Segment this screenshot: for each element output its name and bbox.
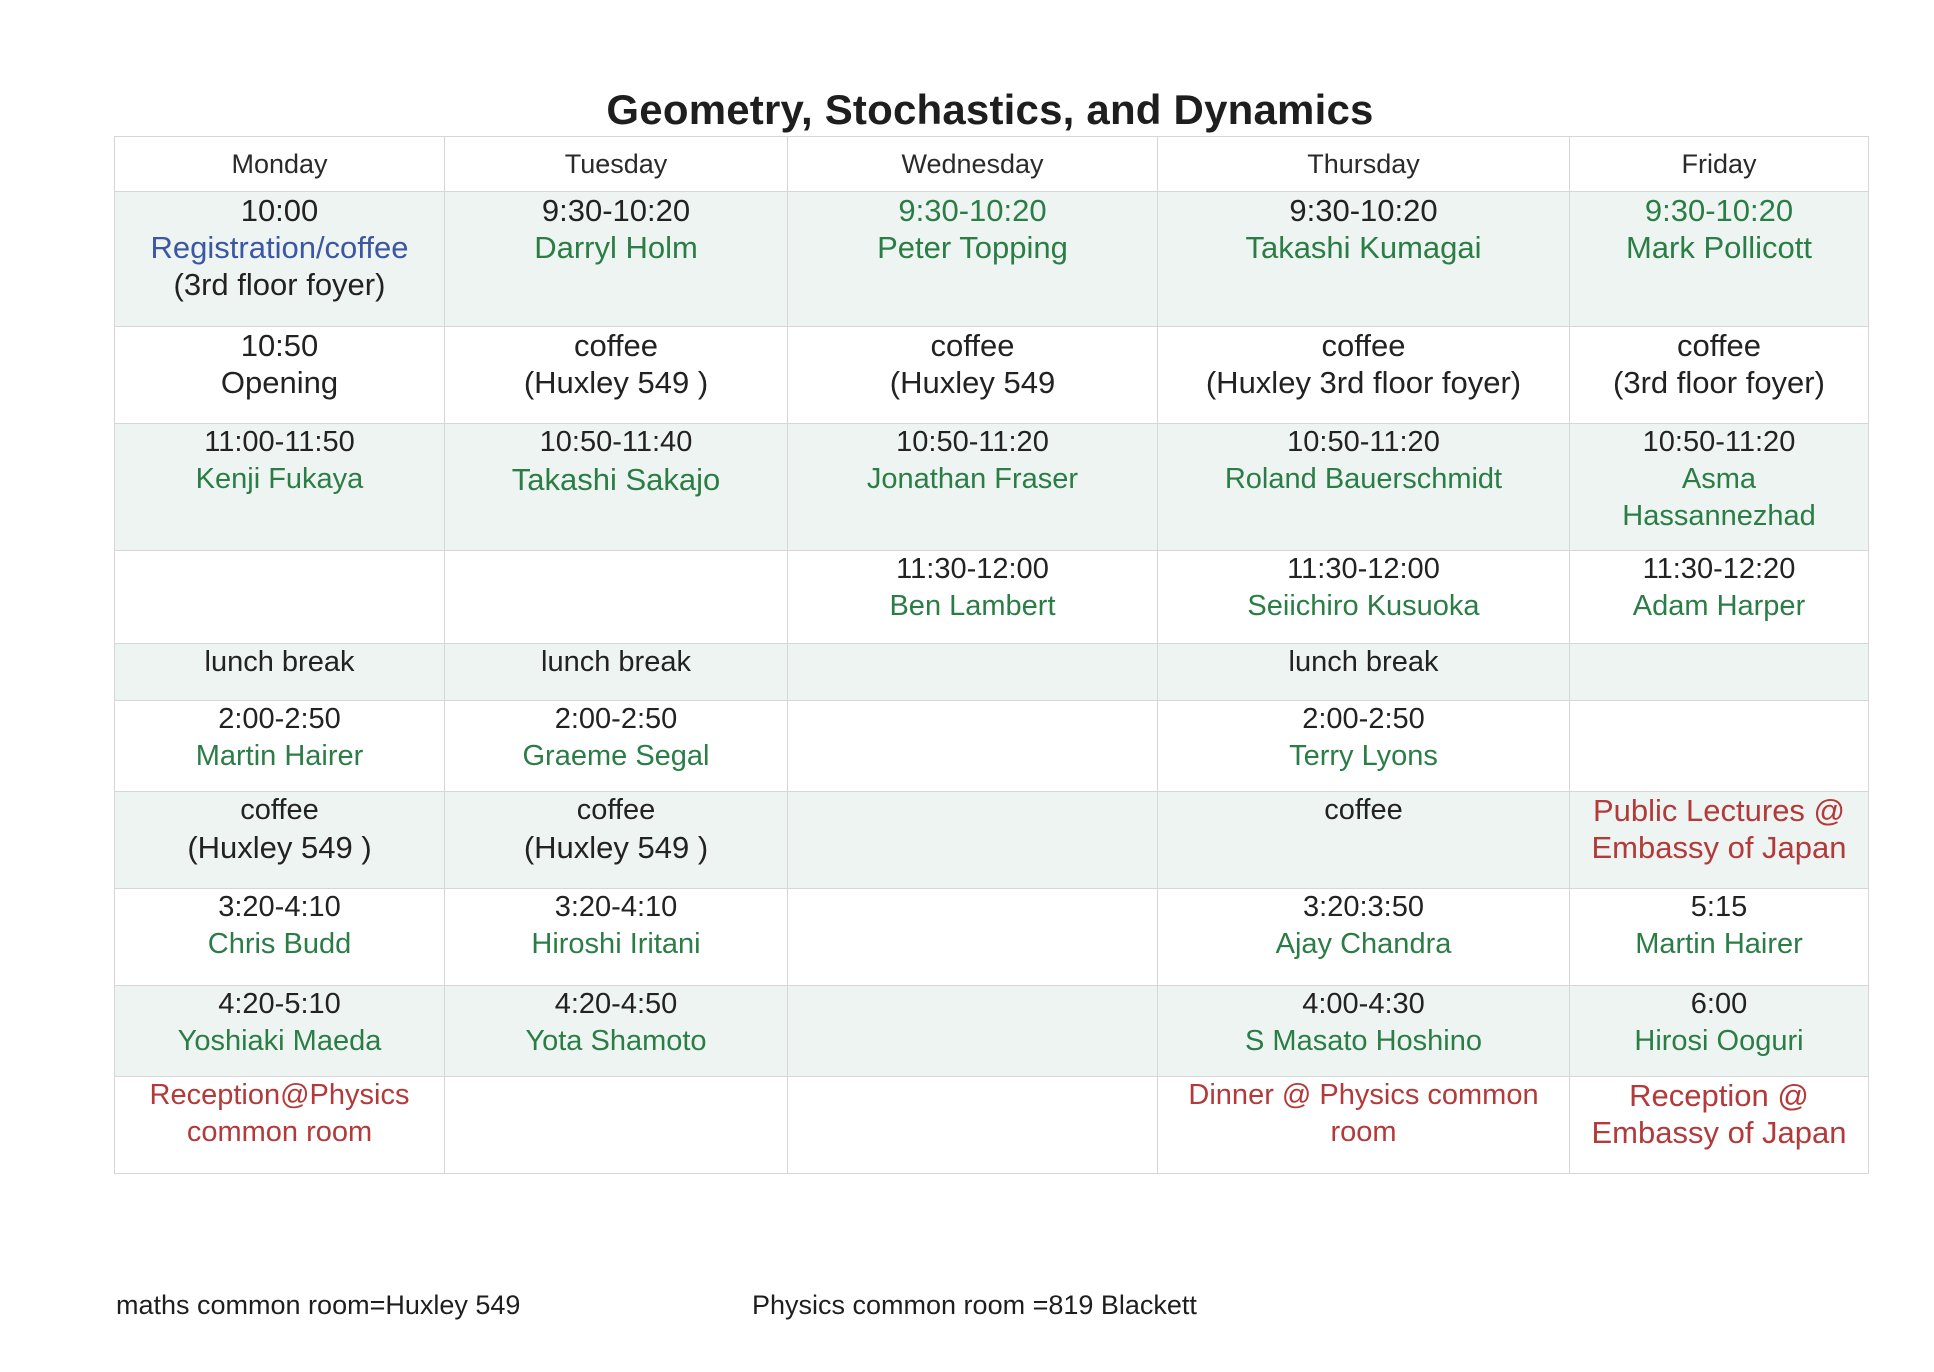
schedule-cell-monday bbox=[115, 192, 445, 327]
slot-time: coffee bbox=[240, 794, 319, 826]
slot-detail: (Huxley 549 ) bbox=[187, 830, 372, 865]
slot-detail: (Huxley 3rd floor foyer) bbox=[1205, 365, 1522, 400]
slot-detail: (3rd floor foyer) bbox=[1613, 365, 1825, 400]
event-note: Embassy of Japan bbox=[1591, 1115, 1847, 1150]
slot-detail: (Huxley 549 ) bbox=[523, 830, 709, 865]
slot-time: 10:50-11:40 bbox=[539, 426, 693, 458]
event-note: Public Lectures @ bbox=[1592, 793, 1846, 828]
schedule-cell-thursday bbox=[1158, 644, 1570, 701]
schedule-row bbox=[115, 424, 1869, 551]
schedule-cell-wednesday bbox=[788, 192, 1158, 327]
speaker-name: Martin Hairer bbox=[195, 740, 364, 772]
slot-time: coffee bbox=[1324, 794, 1403, 826]
slot-time: lunch break bbox=[1288, 646, 1439, 678]
schedule-row bbox=[115, 701, 1869, 792]
slot-time: 6:00 bbox=[1690, 988, 1748, 1020]
slot-time: 3:20-4:10 bbox=[218, 891, 341, 923]
schedule-row bbox=[115, 551, 1869, 644]
slot-detail: Opening bbox=[220, 365, 339, 400]
slot-time: 3:20-4:10 bbox=[554, 891, 678, 923]
schedule-cell-wednesday bbox=[788, 889, 1158, 986]
event-note: Reception @ bbox=[1629, 1078, 1809, 1113]
schedule-cell-thursday bbox=[1158, 889, 1570, 986]
schedule-cell-wednesday bbox=[788, 424, 1158, 551]
day-header-wednesday: Wednesday bbox=[788, 137, 1158, 192]
schedule-cell-tuesday bbox=[445, 424, 788, 551]
slot-time: 9:30-10:20 bbox=[1644, 193, 1794, 228]
slot-time: coffee bbox=[576, 794, 656, 826]
schedule-row bbox=[115, 889, 1869, 986]
speaker-name: Darryl Holm bbox=[534, 230, 698, 265]
speaker-name: Hiroshi Iritani bbox=[531, 928, 701, 960]
schedule-cell-thursday bbox=[1158, 792, 1570, 889]
slot-time: coffee bbox=[1677, 328, 1761, 363]
schedule-body bbox=[115, 192, 1869, 1174]
event-note: room bbox=[1330, 1116, 1397, 1148]
schedule-row bbox=[115, 1077, 1869, 1174]
day-header-thursday: Thursday bbox=[1158, 137, 1570, 192]
slot-time: 2:00-2:50 bbox=[218, 703, 341, 735]
event-note: Reception@Physics bbox=[149, 1079, 410, 1111]
schedule-cell-tuesday bbox=[445, 792, 788, 889]
schedule-cell-wednesday bbox=[788, 792, 1158, 889]
schedule-cell-wednesday bbox=[788, 1077, 1158, 1174]
schedule-cell-wednesday bbox=[788, 327, 1158, 424]
schedule-cell-monday bbox=[115, 327, 445, 424]
day-header-monday: Monday bbox=[115, 137, 445, 192]
schedule-cell-thursday bbox=[1158, 424, 1570, 551]
slot-time: 10:50 bbox=[240, 328, 319, 363]
slot-time: 9:30-10:20 bbox=[898, 193, 1047, 228]
schedule-cell-friday bbox=[1570, 644, 1869, 701]
schedule-row bbox=[115, 792, 1869, 889]
slot-time: coffee bbox=[1321, 328, 1406, 363]
day-header-row bbox=[115, 137, 1869, 192]
speaker-name: Jonathan Fraser bbox=[866, 463, 1079, 495]
schedule-cell-friday bbox=[1570, 551, 1869, 644]
schedule-cell-wednesday bbox=[788, 701, 1158, 792]
slot-time: 4:00-4:30 bbox=[1302, 988, 1425, 1020]
slot-time: 9:30-10:20 bbox=[541, 193, 691, 228]
schedule-cell-tuesday bbox=[445, 986, 788, 1077]
slot-time: 10:50-11:20 bbox=[896, 426, 1049, 458]
slot-time: coffee bbox=[574, 328, 658, 363]
footer-maths-room-note: maths common room=Huxley 549 bbox=[116, 1290, 521, 1320]
schedule-cell-tuesday bbox=[445, 644, 788, 701]
schedule-cell-tuesday bbox=[445, 327, 788, 424]
slot-time: 11:30-12:20 bbox=[1642, 553, 1796, 585]
schedule-cell-friday bbox=[1570, 701, 1869, 792]
schedule-cell-wednesday bbox=[788, 551, 1158, 644]
slot-time: 11:30-12:00 bbox=[1287, 553, 1440, 585]
speaker-name: Chris Budd bbox=[207, 928, 352, 960]
speaker-name: Takashi Sakajo bbox=[511, 462, 721, 497]
schedule-cell-thursday bbox=[1158, 1077, 1570, 1174]
slot-time: 2:00-2:50 bbox=[554, 703, 678, 735]
schedule-row bbox=[115, 327, 1869, 424]
page-title: Geometry, Stochastics, and Dynamics bbox=[606, 86, 1374, 133]
speaker-name: Hirosi Ooguri bbox=[1634, 1025, 1804, 1057]
speaker-name: Mark Pollicott bbox=[1625, 230, 1813, 265]
schedule-cell-friday bbox=[1570, 986, 1869, 1077]
slot-time: 5:15 bbox=[1690, 891, 1748, 923]
schedule-cell-thursday bbox=[1158, 192, 1570, 327]
speaker-name: Asma bbox=[1681, 463, 1757, 495]
schedule-cell-monday bbox=[115, 424, 445, 551]
schedule-cell-monday bbox=[115, 986, 445, 1077]
day-header-friday: Friday bbox=[1570, 137, 1869, 192]
schedule-cell-monday bbox=[115, 551, 445, 644]
speaker-name: Takashi Kumagai bbox=[1245, 230, 1482, 265]
speaker-name: Ben Lambert bbox=[889, 590, 1056, 622]
speaker-name: Peter Topping bbox=[877, 230, 1068, 265]
slot-time: 10:00 bbox=[240, 193, 319, 228]
speaker-name: Terry Lyons bbox=[1289, 740, 1438, 772]
schedule-cell-tuesday bbox=[445, 701, 788, 792]
schedule-cell-thursday bbox=[1158, 327, 1570, 424]
speaker-name: Yoshiaki Maeda bbox=[177, 1025, 382, 1057]
schedule-cell-monday bbox=[115, 701, 445, 792]
speaker-name: S Masato Hoshino bbox=[1245, 1025, 1482, 1057]
schedule-cell-wednesday bbox=[788, 986, 1158, 1077]
slot-time: 3:20:3:50 bbox=[1303, 891, 1424, 923]
schedule-cell-friday bbox=[1570, 327, 1869, 424]
schedule-cell-tuesday bbox=[445, 192, 788, 327]
slot-time: 2:00-2:50 bbox=[1302, 703, 1425, 735]
slot-time: 11:30-12:00 bbox=[896, 553, 1049, 585]
slot-time: lunch break bbox=[204, 646, 355, 678]
schedule-cell-wednesday bbox=[788, 644, 1158, 701]
schedule-cell-thursday bbox=[1158, 986, 1570, 1077]
schedule-row bbox=[115, 192, 1869, 327]
speaker-name: Kenji Fukaya bbox=[195, 463, 364, 495]
speaker-name: Martin Hairer bbox=[1635, 928, 1803, 960]
schedule-cell-thursday bbox=[1158, 551, 1570, 644]
slot-time: 4:20-4:50 bbox=[554, 988, 678, 1020]
schedule-table bbox=[114, 136, 1869, 1174]
speaker-name: Hassannezhad bbox=[1622, 500, 1816, 532]
schedule-cell-friday bbox=[1570, 1077, 1869, 1174]
schedule-cell-tuesday bbox=[445, 889, 788, 986]
speaker-name: Graeme Segal bbox=[522, 740, 710, 772]
schedule-cell-friday bbox=[1570, 192, 1869, 327]
slot-time: 9:30-10:20 bbox=[1289, 193, 1438, 228]
schedule-cell-monday bbox=[115, 644, 445, 701]
speaker-name: Yota Shamoto bbox=[525, 1025, 707, 1057]
schedule-cell-thursday bbox=[1158, 701, 1570, 792]
day-header-tuesday: Tuesday bbox=[445, 137, 788, 192]
schedule-cell-tuesday bbox=[445, 551, 788, 644]
slot-detail: (Huxley 549 bbox=[889, 365, 1056, 400]
speaker-name: Adam Harper bbox=[1632, 590, 1806, 622]
speaker-name: Seiichiro Kusuoka bbox=[1247, 590, 1480, 622]
schedule-cell-monday bbox=[115, 889, 445, 986]
event-note: Dinner @ Physics common bbox=[1188, 1079, 1539, 1111]
slot-time: 11:00-11:50 bbox=[204, 426, 355, 458]
slot-time: 10:50-11:20 bbox=[1642, 426, 1796, 458]
schedule-cell-friday bbox=[1570, 424, 1869, 551]
slot-time: lunch break bbox=[541, 646, 691, 678]
slot-time: 4:20-5:10 bbox=[218, 988, 341, 1020]
slot-detail: Registration/coffee bbox=[150, 230, 409, 265]
schedule-cell-tuesday bbox=[445, 1077, 788, 1174]
schedule-cell-friday bbox=[1570, 889, 1869, 986]
schedule-cell-friday bbox=[1570, 792, 1869, 889]
schedule-cell-monday bbox=[115, 792, 445, 889]
event-note: common room bbox=[186, 1116, 373, 1148]
schedule-row bbox=[115, 644, 1869, 701]
schedule-row bbox=[115, 986, 1869, 1077]
slot-time: coffee bbox=[930, 328, 1015, 363]
slot-detail: (3rd floor foyer) bbox=[173, 267, 386, 302]
schedule-cell-monday bbox=[115, 1077, 445, 1174]
slot-detail: (Huxley 549 ) bbox=[523, 365, 709, 400]
slot-time: 10:50-11:20 bbox=[1287, 426, 1440, 458]
event-note: Embassy of Japan bbox=[1591, 830, 1847, 865]
speaker-name: Roland Bauerschmidt bbox=[1224, 463, 1503, 495]
speaker-name: Ajay Chandra bbox=[1275, 928, 1452, 960]
footer-physics-room-note: Physics common room =819 Blackett bbox=[752, 1290, 1197, 1320]
